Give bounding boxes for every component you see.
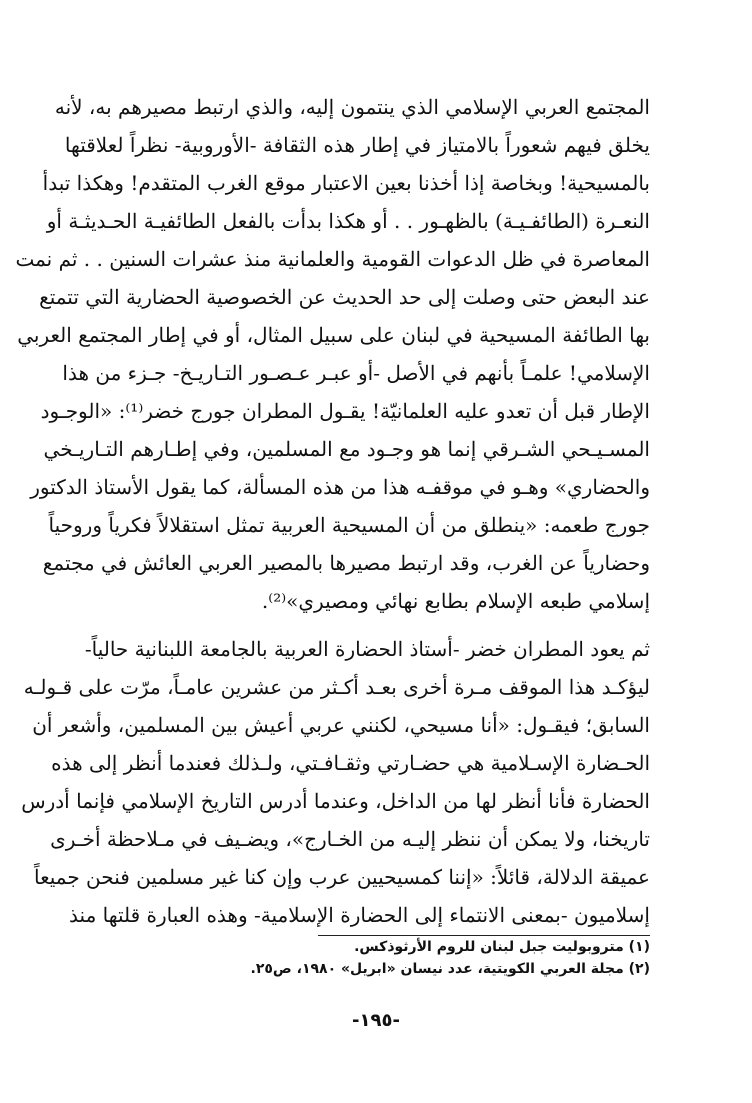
text-line: المسـيـحي الشـرقي إنما هو وجـود مع المسلمين، وفي إطـارهم التـاريـخي [43, 437, 650, 461]
text-line: النعـرة (الطائفـيـة) بالظهـور . . أو هكذا بدأت بالفعل الطائفيـة الحـديثـة أو [46, 209, 650, 233]
text-line: الإطار قبل أن تعدو عليه العلمانيّة! يقـول المطران جورج خضر⁽¹⁾: «الوجـود [40, 399, 650, 423]
footnote-2: (٢) مجلة العربي الكويتية، عدد نيسان «ابريل» ١٩٨٠، ص٢٥. [250, 961, 650, 977]
text-line: عند البعض حتى وصلت إلى حد الحديث عن الخصوصية الحضارية التي تتمتع [39, 285, 650, 309]
text-line: السابق؛ فيقـول: «أنا مسيحي، لكنني عربي أعيش بين المسلمين، وأشعر أن [32, 713, 650, 737]
text-line: ثم يعود المطران خضر -أستاذ الحضارة العربية بالجامعة اللبنانية حالياً- [84, 637, 650, 661]
text-line: المجتمع العربي الإسلامي الذي ينتمون إليه، والذي ارتبط مصيرهم به، لأنه [54, 95, 650, 119]
paragraph-1 [15, 88, 650, 620]
text-line: إسلامي طبعه الإسلام بطابع نهائي ومصيري»⁽²⁾. [261, 589, 650, 613]
text-line: وحضارياً عن الغرب، وقد ارتبط مصيرها بالمصير العربي العائش في مجتمع [42, 551, 650, 575]
page-number: -١٩٥- [352, 1010, 400, 1031]
text-line: ليؤكـد هذا الموقف مـرة أخرى بعـد أكـثر من عشرين عامـاً، مرّت على قـولـه [23, 675, 650, 699]
text-line: بالمسيحية! وبخاصة إذا أخذنا بعين الاعتبار موقع الغرب المتقدم! وهكذا تبدأ [42, 171, 650, 195]
text-line: عميقة الدلالة، قائلاً: «إننا كمسيحيين عرب وإن كنا غير مسلمين فنحن جميعاً [34, 865, 650, 889]
paragraph-2 [21, 630, 650, 934]
text-line: الإسلامي! علمـاً بأنهم في الأصل -أو عبـر عـصـور التـاريـخ- جـزء من هذا [62, 361, 650, 385]
text-line: يخلق فيهم شعوراً بالامتياز في إطار هذه الثقافة -الأوروبية- نظراً لعلاقتها [64, 133, 650, 157]
text-line: إسلاميون -بمعنى الانتماء إلى الحضارة الإسلامية- وهذه العبارة قلتها منذ [69, 903, 650, 927]
text-line: بها الطائفة المسيحية في لبنان على سبيل المثال، أو في إطار المجتمع العربي [17, 323, 650, 347]
footnote-1: (١) متروبوليت جبل لبنان للروم الأرثوذكس. [354, 939, 650, 955]
text-line: والحضاري» وهـو في موقفـه هذا من هذه المسألة، كما يقول الأستاذ الدكتور [30, 475, 650, 499]
text-line: المعاصرة في ظل الدعوات القومية والعلمانية منذ عشرات السنين . . ثم نمت [15, 247, 650, 271]
text-line: جورج طعمه: «ينطلق من أن المسيحية العربية تمثل استقلالاً فكرياً وروحياً [48, 513, 650, 537]
text-line: تاريخنا، ولا يمكن أن ننظر إليـه من الخـارج»، ويضـيف في مـلاحظة أخـرى [50, 827, 650, 851]
text-line: الحـضارة الإسـلامية هي حضـارتي وثقـافـتي، ولـذلك فعندما أنظر إلى هذه [51, 751, 650, 775]
text-line: الحضارة فأنا أنظر لها من الداخل، وعندما أدرس التاريخ الإسلامي فإنما أدرس [21, 789, 650, 813]
